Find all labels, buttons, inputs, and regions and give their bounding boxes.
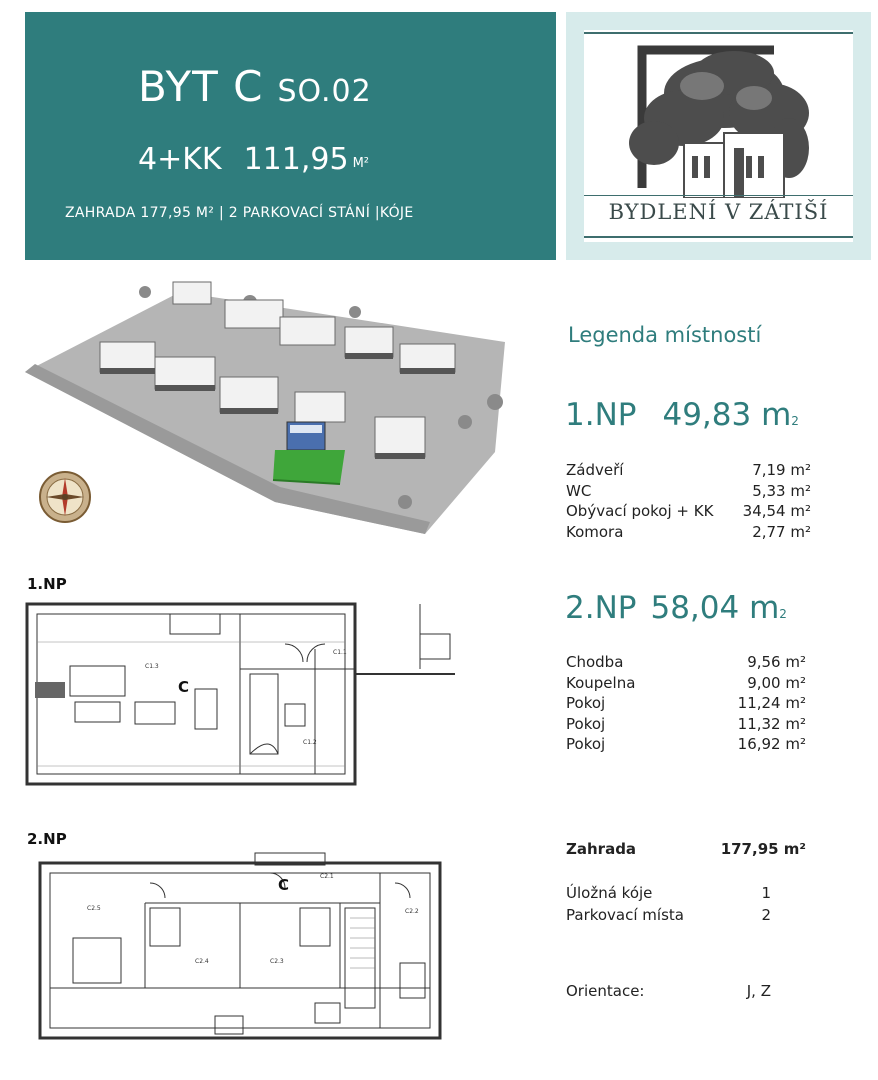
parking-value: 2 (761, 906, 771, 924)
room-tag: C1.3 (145, 663, 159, 670)
room-name: Pokoj (566, 714, 606, 733)
garden-value: 177,95 m² (720, 840, 806, 858)
floor1-plan-label: 1.NP (27, 575, 67, 593)
room-tag: C1.2 (303, 739, 317, 746)
room-name: Koupelna (566, 673, 636, 692)
room-tag: C2.3 (270, 958, 284, 965)
unit-letter: C (278, 876, 290, 894)
room-name: Chodba (566, 653, 624, 671)
house-tree-logo-icon (584, 38, 853, 198)
header-banner (25, 12, 556, 260)
floor2-label: 2.NP (565, 590, 637, 626)
floor2-plan-drawing (25, 848, 450, 1048)
logo-mid-rule (584, 195, 853, 196)
room-tag: C2.4 (195, 958, 209, 965)
legend-title: Legenda místností (568, 323, 762, 347)
list-item (566, 714, 806, 735)
floor2-plan-label: 2.NP (27, 830, 67, 848)
room-tag: C2.1 (320, 873, 334, 880)
room-tag: C2.2 (405, 908, 419, 915)
parking-label: Parkovací místa (566, 906, 684, 924)
orientation-row (566, 980, 771, 1002)
floor1-heading (565, 397, 799, 433)
apartment-size (138, 142, 369, 177)
list-item (566, 522, 811, 543)
room-area: 9,00 m² (747, 673, 806, 692)
room-area: 9,56 m² (747, 653, 806, 671)
floor1-label: 1.NP (565, 397, 637, 433)
room-area: 7,19 m² (752, 461, 811, 479)
list-item (566, 460, 811, 481)
room-name: Zádveří (566, 461, 624, 479)
room-area: 16,92 m² (737, 735, 806, 753)
room-name: Komora (566, 522, 624, 541)
garden-label: Zahrada (566, 840, 637, 858)
apartment-name: BYT C (138, 62, 264, 111)
summary-line: ZAHRADA 177,95 M² | 2 PARKOVACÍ STÁNÍ |KÓJE (65, 205, 414, 221)
logo-top-rule (584, 32, 853, 34)
floor2-area: 58,04 m (650, 590, 780, 626)
site-aerial-render (25, 272, 530, 534)
storage-label: Úložná kóje (566, 884, 653, 902)
floor1-room-list (566, 460, 811, 542)
orientation-value: J, Z (746, 982, 771, 1000)
compass-icon (38, 470, 92, 524)
room-area: 11,24 m² (737, 694, 806, 712)
logo-panel (566, 12, 871, 260)
total-area: 111,95 (243, 142, 349, 177)
list-item (566, 734, 806, 755)
room-name: Pokoj (566, 735, 606, 753)
garden-area (273, 450, 345, 484)
floor2-heading (565, 590, 787, 626)
list-item (566, 693, 806, 714)
room-area: 34,54 m² (742, 502, 811, 520)
list-item (566, 882, 771, 904)
logo (584, 30, 853, 242)
room-name: Pokoj (566, 694, 606, 712)
floor1-area-sup: 2 (791, 414, 799, 428)
floor1-area: 49,83 m (662, 397, 792, 433)
room-area: 2,77 m² (752, 522, 811, 541)
list-item (566, 652, 806, 673)
room-area: 11,32 m² (737, 714, 806, 733)
garden-row (566, 838, 806, 860)
apartment-title (138, 62, 372, 111)
logo-text: BYDLENÍ V ZÁTIŠÍ (608, 200, 829, 224)
floor2-room-list (566, 652, 806, 755)
floor2-area-sup: 2 (779, 607, 787, 621)
list-item (566, 673, 806, 694)
list-item (566, 481, 811, 502)
storage-value: 1 (761, 884, 771, 902)
list-item (566, 501, 811, 522)
orientation-label: Orientace: (566, 982, 645, 1000)
unit-letter: C (178, 678, 190, 696)
layout-type: 4+KK (138, 142, 222, 177)
floor1-plan-drawing (25, 594, 460, 794)
room-tag: C2.5 (87, 905, 101, 912)
room-area: 5,33 m² (752, 481, 811, 500)
room-name: WC (566, 481, 592, 500)
logo-bottom-rule (584, 236, 853, 238)
list-item (566, 904, 771, 926)
room-name: Obývací pokoj + KK (566, 502, 714, 520)
building-code: SO.02 (277, 74, 372, 109)
room-tag: C1.1 (333, 649, 347, 656)
total-area-unit: M² (352, 156, 369, 171)
extras-list (566, 882, 771, 926)
